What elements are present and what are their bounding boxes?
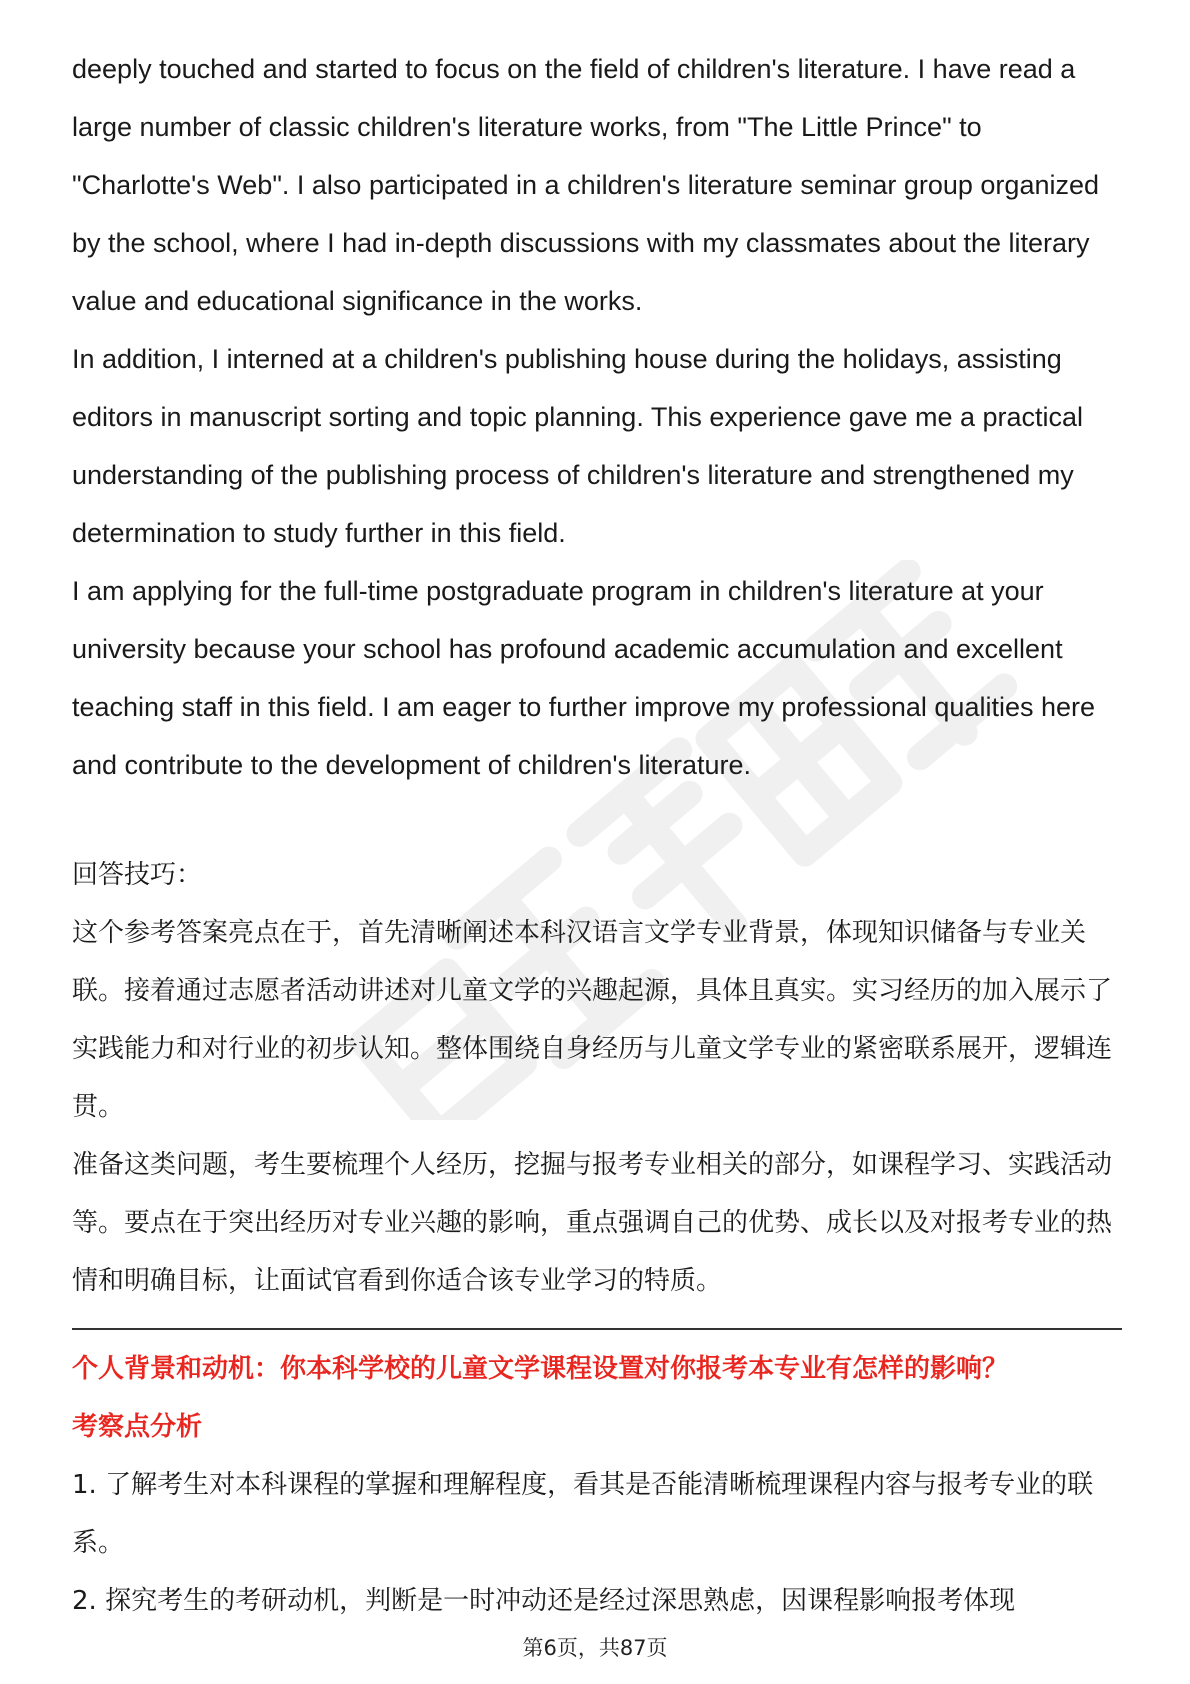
- answer-paragraph: I am applying for the full-time postgraduate program in children's literature at your university because your school has profound academic accumulation and excellent teaching staff in this field. I am eager to further improve my professional qualities here and contribute to the development of children's literature.: [72, 576, 1096, 780]
- analysis-points: [72, 1456, 1122, 1630]
- analysis-point: 2. 探究考生的考研动机，判断是一时冲动还是经过深思熟虑，因课程影响报考体现: [72, 1586, 1016, 1616]
- tips-paragraph: 这个参考答案亮点在于，首先清晰阐述本科汉语言文学专业背景，体现知识储备与专业关联。接着通过志愿者活动讲述对儿童文学的兴趣起源，具体且真实。实习经历的加入展示了实践能力和对行业的初步认知。整体围绕自身经历与儿童文学专业的紧密联系展开，逻辑连贯。: [72, 918, 1113, 1122]
- tips-section: [72, 904, 1122, 1310]
- tips-paragraph: 准备这类问题，考生要梳理个人经历，挖掘与报考专业相关的部分，如课程学习、实践活动等。要点在于突出经历对专业兴趣的影响，重点强调自己的优势、成长以及对报考专业的热情和明确目标，让面试官看到你适合该专业学习的特质。: [72, 1150, 1113, 1296]
- analysis-heading: 考察点分析: [72, 1412, 203, 1442]
- answer-paragraph: In addition, I interned at a children's publishing house during the holidays, assisting editors in manuscript sorting and topic planning. This experience gave me a practical understanding of the publishing process of children's literature and strengthened my determination to study further in this field.: [72, 344, 1084, 548]
- english-answer: [72, 40, 1122, 794]
- analysis-point: 1. 了解考生对本科课程的掌握和理解程度，看其是否能清晰梳理课程内容与报考专业的联系。: [72, 1470, 1094, 1558]
- answer-paragraph: deeply touched and started to focus on the field of children's literature. I have read a large number of classic children's literature works, from "The Little Prince" to "Charlotte's Web". I also participated in a children's literature seminar group organized by the school, where I had in-depth discussions with my classmates about the literary value and educational significance in the works.: [72, 54, 1100, 316]
- page-number: 第6页，共87页: [522, 1636, 668, 1660]
- page-content: [72, 40, 1122, 1630]
- section-divider: [72, 1328, 1122, 1330]
- question-title: 个人背景和动机：你本科学校的儿童文学课程设置对你报考本专业有怎样的影响？: [72, 1354, 1009, 1384]
- tips-heading: 回答技巧：: [72, 860, 203, 890]
